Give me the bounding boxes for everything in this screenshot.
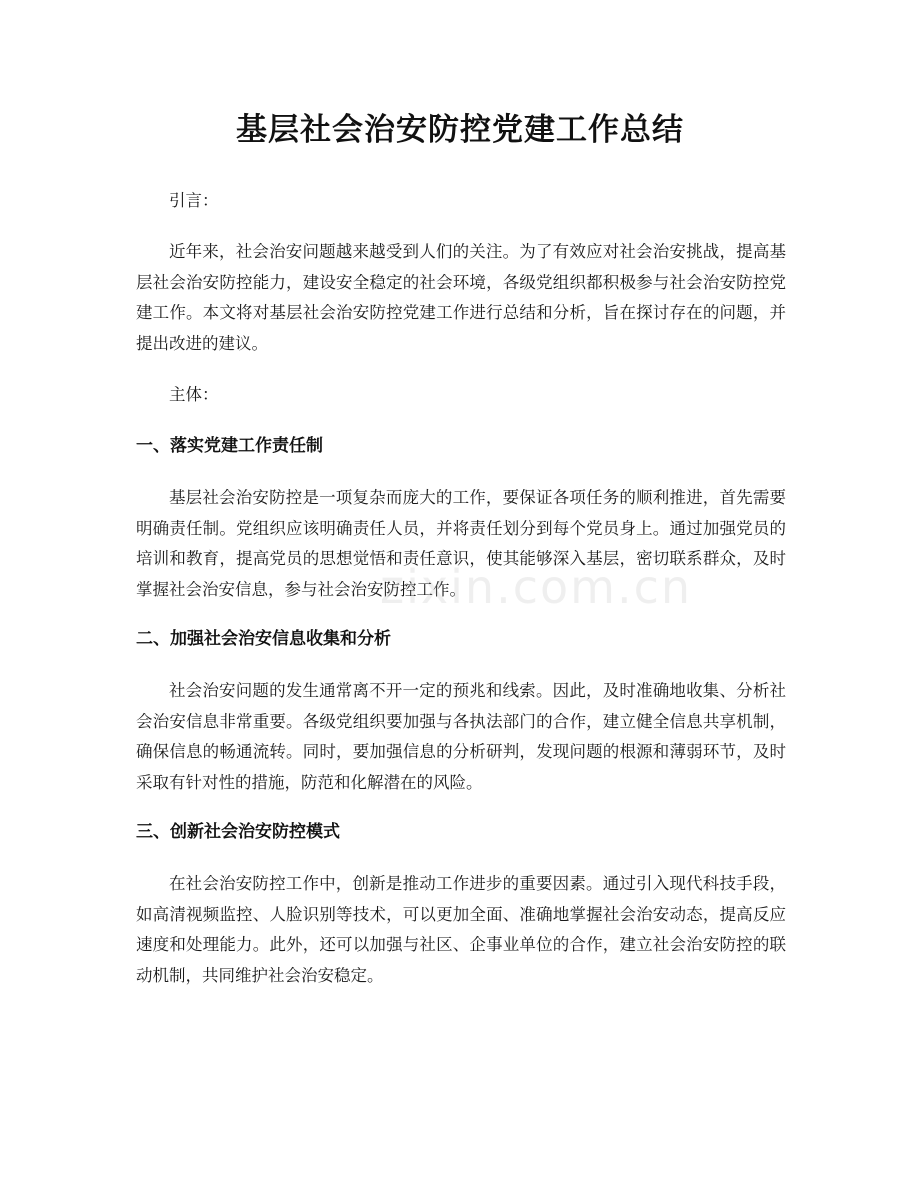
document-title: 基层社会治安防控党建工作总结 [236,112,684,148]
section-heading-2: 二、加强社会治安信息收集和分析 [136,629,391,649]
section-heading-1: 一、落实党建工作责任制 [136,436,323,456]
watermark: zixin.com.cn [380,560,693,614]
intro-label: 引言： [169,191,219,210]
section-heading-3: 三、创新社会治安防控模式 [136,822,340,842]
document-body [136,184,786,1010]
body-label: 主体： [169,385,219,404]
section-paragraph-2: 社会治安问题的发生通常离不开一定的预兆和线索。因此，及时准确地收集、分析社会治安信息非常重要。各级党组织要加强与各执法部门的合作，建立健全信息共享机制，确保信息的畅通流转。同时，要加强信息的分析研判，发现问题的根源和薄弱环节，及时采取有针对性的措施，防范和化解潜在的风险。 [136,681,786,792]
section-paragraph-1: 基层社会治安防控是一项复杂而庞大的工作，要保证各项任务的顺利推进，首先需要明确责任制。党组织应该明确责任人员，并将责任划分到每个党员身上。通过加强党员的培训和教育，提高党员的思想觉悟和责任意识，使其能够深入基层，密切联系群众，及时掌握社会治安信息，参与社会治安防控工作。 [136,488,786,599]
intro-paragraph: 近年来，社会治安问题越来越受到人们的关注。为了有效应对社会治安挑战，提高基层社会治安防控能力，建设安全稳定的社会环境，各级党组织都积极参与社会治安防控党建工作。本文将对基层社会治安防控党建工作进行总结和分析，旨在探讨存在的问题，并提出改进的建议。 [136,242,786,353]
section-paragraph-3: 在社会治安防控工作中，创新是推动工作进步的重要因素。通过引入现代科技手段，如高清视频监控、人脸识别等技术，可以更加全面、准确地掌握社会治安动态，提高反应速度和处理能力。此外，还可以加强与社区、企事业单位的合作，建立社会治安防控的联动机制，共同维护社会治安稳定。 [136,874,786,985]
